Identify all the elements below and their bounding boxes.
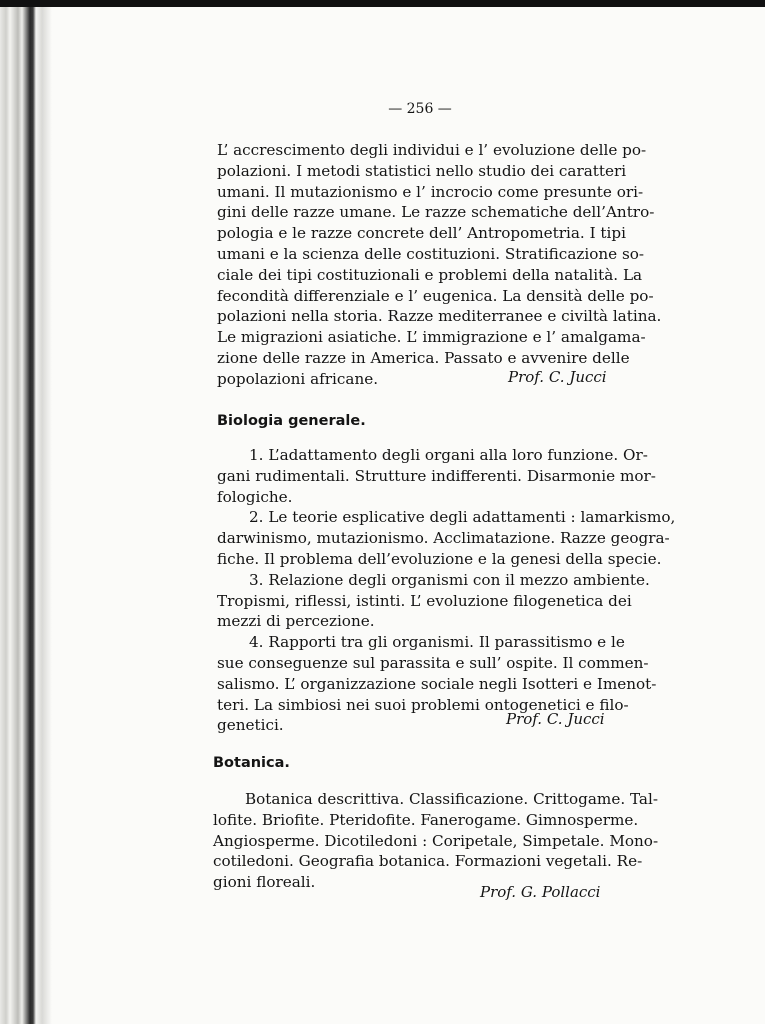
text-line: popolazioni africane. <box>217 369 379 388</box>
list-item <box>217 507 676 569</box>
text-line: ciale dei tipi costituzionali e problemi della natalità. La <box>217 265 643 284</box>
text-line: polazioni nella storia. Razze mediterranee e civiltà latina. <box>217 307 662 326</box>
text-line: genetici. <box>217 716 284 735</box>
text-line: fologiche. <box>217 487 293 506</box>
text-line: Angiosperme. Dicotiledoni : Coripetale, Simpetale. Mono- <box>213 831 659 850</box>
text-line: 2. Le teorie esplicative degli adattamenti : lamarkismo, <box>249 508 676 527</box>
signature: Prof. C. Jucci <box>506 710 605 728</box>
text-line: fiche. Il problema dell’evoluzione e la genesi della specie. <box>217 549 662 568</box>
intro-paragraph <box>217 140 662 390</box>
text-line: Le migrazioni asiatiche. L’ immigrazione e l’ amalgama- <box>217 328 646 347</box>
text-line: umani. Il mutazionismo e l’ incrocio come presunte ori- <box>217 182 644 201</box>
signature: Prof. C. Jucci <box>508 368 607 386</box>
section-heading: Biologia generale. <box>217 413 366 429</box>
text-line: gini delle razze umane. Le razze schematiche dell’Antro- <box>217 203 655 222</box>
text-line: cotiledoni. Geografia botanica. Formazioni vegetali. Re- <box>213 852 643 871</box>
botanica-paragraph <box>213 789 659 893</box>
biologia-list <box>217 445 676 736</box>
text-line: L’ accrescimento degli individui e l’ evoluzione delle po- <box>217 141 647 159</box>
text-line: gani rudimentali. Strutture indifferenti. Disarmonie mor- <box>217 466 656 485</box>
list-item <box>217 445 656 507</box>
text-line: fecondità differenziale e l’ eugenica. La densità delle po- <box>217 286 654 305</box>
text-line: salismo. L’ organizzazione sociale negli Isotteri e Imenot- <box>217 674 657 693</box>
text-line: teri. La simbiosi nei suoi problemi ontogenetici e filo- <box>217 695 629 714</box>
text-line: mezzi di percezione. <box>217 612 375 631</box>
text-line: 1. L’adattamento degli organi alla loro funzione. Or- <box>249 446 648 464</box>
text-line: darwinismo, mutazionismo. Acclimatazione. Razze geogra- <box>217 529 670 548</box>
scan-top-border <box>0 0 765 7</box>
text-line: sue conseguenze sul parassita e sull’ ospite. Il commen- <box>217 653 649 672</box>
section-heading: Botanica. <box>213 755 290 771</box>
text-line: 3. Relazione degli organismi con il mezzo ambiente. <box>249 570 650 589</box>
text-line: 4. Rapporti tra gli organismi. Il parassitismo e le <box>249 633 625 652</box>
signature: Prof. G. Pollacci <box>480 883 601 901</box>
text-line: Tropismi, riflessi, istinti. L’ evoluzione filogenetica dei <box>217 591 632 610</box>
page-number: — 256 — <box>388 101 452 117</box>
book-binding-edge <box>0 0 52 1024</box>
text-line: umani e la scienza delle costituzioni. Stratificazione so- <box>217 244 645 263</box>
text-line: polazioni. I metodi statistici nello studio dei caratteri <box>217 161 627 180</box>
text-line: gioni floreali. <box>213 873 316 892</box>
text-line: Botanica descrittiva. Classificazione. Crittogame. Tal- <box>245 790 658 808</box>
text-line: lofite. Briofite. Pteridofite. Fanerogame. Gimnosperme. <box>213 810 639 829</box>
text-line: pologia e le razze concrete dell’ Antropometria. I tipi <box>217 224 626 243</box>
list-item <box>217 570 650 632</box>
text-line: zione delle razze in America. Passato e avvenire delle <box>217 348 630 367</box>
